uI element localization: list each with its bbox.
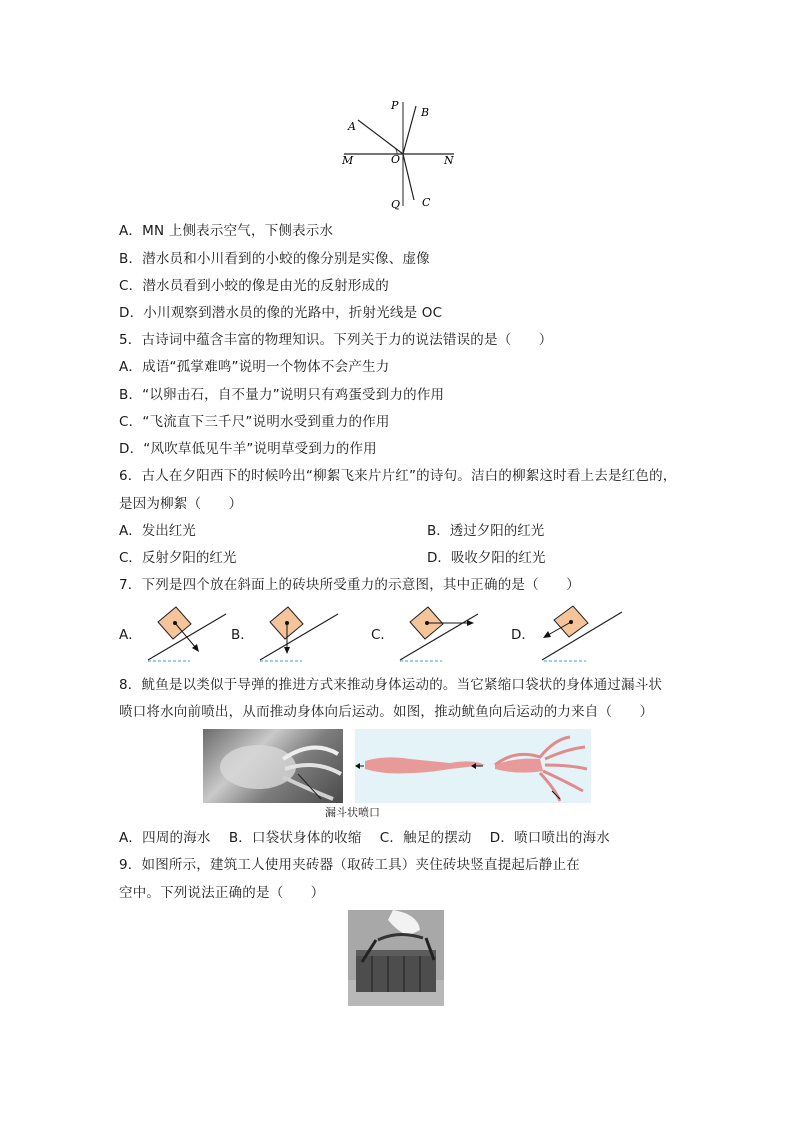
ray-oc bbox=[403, 154, 414, 200]
squid-diagram bbox=[355, 729, 591, 803]
q7-figure-c bbox=[396, 604, 486, 666]
ray-ao bbox=[358, 120, 403, 154]
q6-stem-line2: 是因为柳絮（ ） bbox=[119, 496, 243, 512]
squid-photo bbox=[203, 729, 343, 803]
ray-ob bbox=[403, 106, 416, 154]
q7-option-a-label: A． bbox=[119, 627, 142, 643]
label-a: A bbox=[348, 120, 356, 133]
q8-stem-line1: 8．鱿鱼是以类似于导弹的推进方式来推动身体运动的。当它紧缩口袋状的身体通过漏斗状 bbox=[119, 677, 663, 693]
q6-stem-line1: 6．古人在夕阳西下的时候吟出“柳絮飞来片片红”的诗句。洁白的柳絮这时看上去是红色的， bbox=[119, 468, 677, 484]
q7-stem: 7．下列是四个放在斜面上的砖块所受重力的示意图，其中正确的是（ ） bbox=[119, 577, 580, 593]
label-o: O bbox=[391, 153, 401, 166]
q5-stem: 5．古诗词中蕴含丰富的物理知识。下列关于力的说法错误的是（ ） bbox=[119, 332, 553, 348]
label-m: M bbox=[342, 154, 354, 167]
q8-options: A．四周的海水 B．口袋状身体的收缩 C．触足的摆动 D．喷口喷出的海水 bbox=[119, 830, 610, 846]
q9-stem-line1: 9．如图所示，建筑工人使用夹砖器（取砖工具）夹住砖块竖直提起后静止在 bbox=[119, 857, 580, 873]
q4-option-d: D．小川观察到潜水员的像的光路中，折射光线是 OC bbox=[119, 305, 443, 321]
q6-option-d: D．吸收夕阳的红光 bbox=[427, 550, 546, 566]
q8-stem-line2: 喷口将水向前喷出，从而推动身体向后运动。如图，推动鱿鱼向后运动的力来自（ ） bbox=[119, 704, 654, 720]
refraction-diagram bbox=[336, 96, 466, 212]
q5-option-c: C．“飞流直下三千尺”说明水受到重力的作用 bbox=[119, 414, 390, 430]
squid-caption: 漏斗状喷口 bbox=[325, 806, 380, 819]
q7-option-c-label: C． bbox=[371, 627, 394, 643]
brick-clamp-photo bbox=[348, 910, 444, 1006]
q5-option-d: D．“风吹草低见牛羊”说明草受到力的作用 bbox=[119, 441, 377, 457]
q7-figure-a bbox=[144, 604, 230, 666]
q4-option-b: B．潜水员和小川看到的小蛟的像分别是实像、虚像 bbox=[119, 251, 430, 267]
label-q: Q bbox=[391, 198, 401, 211]
q4-option-c: C．潜水员看到小蛟的像是由光的反射形成的 bbox=[119, 278, 389, 294]
q6-option-b: B．透过夕阳的红光 bbox=[427, 523, 545, 539]
label-c: C bbox=[422, 196, 431, 209]
q9-stem-line2: 空中。下列说法正确的是（ ） bbox=[119, 885, 325, 901]
q6-option-c: C．反射夕阳的红光 bbox=[119, 550, 237, 566]
label-p: P bbox=[391, 99, 399, 112]
q4-option-a: A．MN 上侧表示空气，下侧表示水 bbox=[119, 223, 334, 239]
label-n: N bbox=[444, 154, 454, 167]
q6-option-a: A．发出红光 bbox=[119, 523, 196, 539]
q7-figure-b bbox=[256, 604, 342, 666]
q7-option-d-label: D． bbox=[511, 627, 535, 643]
label-b: B bbox=[421, 106, 430, 119]
q7-figure-d bbox=[536, 604, 626, 666]
q5-option-a: A．成语“孤掌难鸣”说明一个物体不会产生力 bbox=[119, 359, 390, 375]
q7-option-b-label: B． bbox=[231, 627, 254, 643]
q5-option-b: B．“以卵击石，自不量力”说明只有鸡蛋受到力的作用 bbox=[119, 387, 445, 403]
